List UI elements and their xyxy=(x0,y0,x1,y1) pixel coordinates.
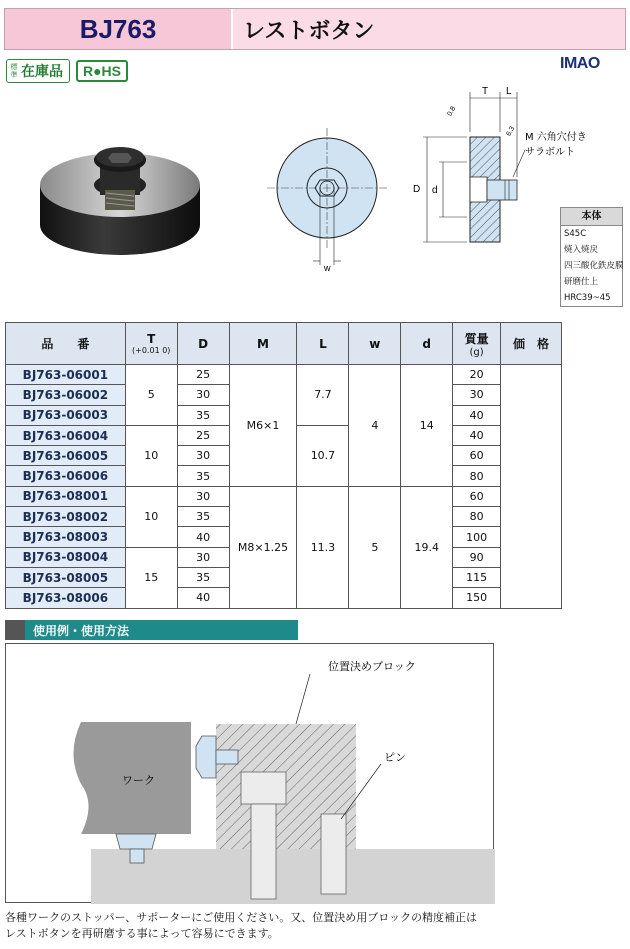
header-M: M xyxy=(229,323,297,365)
d-outer-cell: 30 xyxy=(177,446,229,466)
header-T: T (+0.01 0) xyxy=(125,323,177,365)
part-number-cell: BJ763-06001 xyxy=(6,365,126,385)
dimension-w-label: w xyxy=(324,263,331,273)
surface-roughness-2: 6.3 xyxy=(505,125,517,138)
dimension-L-label: L xyxy=(506,86,512,97)
l-cell: 11.3 xyxy=(297,486,349,608)
product-code: BJ763 xyxy=(5,9,233,49)
section-marker xyxy=(5,620,25,640)
part-number-cell: BJ763-06005 xyxy=(6,446,126,466)
product-photo xyxy=(30,105,210,265)
mass-cell: 60 xyxy=(453,486,501,506)
d-inner-cell: 19.4 xyxy=(401,486,453,608)
price-cell xyxy=(501,365,562,609)
mass-cell: 20 xyxy=(453,365,501,385)
part-number-cell: BJ763-06004 xyxy=(6,425,126,445)
material-spec-box xyxy=(560,207,623,307)
title-bar xyxy=(4,8,626,50)
mass-cell: 60 xyxy=(453,446,501,466)
part-number-cell: BJ763-08002 xyxy=(6,507,126,527)
table-row xyxy=(6,486,562,506)
header-L: L xyxy=(297,323,349,365)
usage-caption xyxy=(5,910,605,942)
standard-stock-badge xyxy=(6,59,70,83)
surface-roughness-1: 0.8 xyxy=(446,105,458,118)
d-outer-cell: 30 xyxy=(177,486,229,506)
part-number-cell: BJ763-06006 xyxy=(6,466,126,486)
d-outer-cell: 30 xyxy=(177,547,229,567)
mass-cell: 30 xyxy=(453,385,501,405)
d-inner-cell: 14 xyxy=(401,365,453,487)
d-outer-cell: 35 xyxy=(177,466,229,486)
dimension-d-label: d xyxy=(432,185,438,196)
material-line: 研磨仕上 xyxy=(564,277,599,287)
part-number-cell: BJ763-08005 xyxy=(6,567,126,587)
d-outer-cell: 35 xyxy=(177,405,229,425)
header-d: d xyxy=(401,323,453,365)
t-cell: 10 xyxy=(125,425,177,486)
d-outer-cell: 35 xyxy=(177,507,229,527)
bolt-label-line1: M 六角穴付き xyxy=(525,132,587,143)
mass-cell: 80 xyxy=(453,507,501,527)
material-line: S45C xyxy=(564,229,587,239)
header-mass: 質量 (g) xyxy=(453,323,501,365)
part-number-cell: BJ763-08003 xyxy=(6,527,126,547)
part-number-cell: BJ763-08001 xyxy=(6,486,126,506)
part-number-cell: BJ763-08006 xyxy=(6,588,126,608)
l-cell: 7.7 xyxy=(297,365,349,426)
w-cell: 4 xyxy=(349,365,401,487)
front-view-drawing xyxy=(265,125,400,280)
dimension-D-label: D xyxy=(413,184,421,195)
m-cell: M6×1 xyxy=(229,365,297,487)
t-cell: 10 xyxy=(125,486,177,547)
m-cell: M8×1.25 xyxy=(229,486,297,608)
brand-logo: IMAO xyxy=(560,55,600,72)
material-heading: 本体 xyxy=(561,208,622,226)
part-number-cell: BJ763-08004 xyxy=(6,547,126,567)
mass-cell: 80 xyxy=(453,466,501,486)
header-w: w xyxy=(349,323,401,365)
caption-line: 各種ワークのストッパー、サポーターにご使用ください。又、位置決め用ブロックの精度補正は xyxy=(5,911,478,924)
block-label: 位置決めブロック xyxy=(328,660,416,673)
t-cell: 5 xyxy=(125,365,177,426)
t-cell: 15 xyxy=(125,547,177,608)
stock-label: 在庫品 xyxy=(21,64,63,80)
material-line: 四三酸化鉄皮膜 xyxy=(564,261,624,271)
mass-cell: 40 xyxy=(453,405,501,425)
material-line: HRC39~45 xyxy=(564,293,611,303)
header-part-number: 品 番 xyxy=(6,323,126,365)
usage-title: 使用例・使用方法 xyxy=(33,623,130,638)
dimension-T-label: T xyxy=(482,86,489,97)
mass-cell: 40 xyxy=(453,425,501,445)
d-outer-cell: 35 xyxy=(177,567,229,587)
usage-illustration xyxy=(5,643,494,903)
d-outer-cell: 40 xyxy=(177,588,229,608)
part-number-cell: BJ763-06002 xyxy=(6,385,126,405)
w-cell: 5 xyxy=(349,486,401,608)
standard-label: 標準 xyxy=(10,63,18,79)
rohs-badge: R●HS xyxy=(76,60,128,82)
d-outer-cell: 30 xyxy=(177,385,229,405)
bolt-label-line2: サラボルト xyxy=(525,147,575,158)
work-label: ワーク xyxy=(122,774,155,787)
d-outer-cell: 25 xyxy=(177,365,229,385)
usage-drawing xyxy=(6,644,495,904)
table-row xyxy=(6,365,562,385)
d-outer-cell: 40 xyxy=(177,527,229,547)
d-outer-cell: 25 xyxy=(177,425,229,445)
mass-cell: 150 xyxy=(453,588,501,608)
mass-cell: 90 xyxy=(453,547,501,567)
product-name: レストボタン xyxy=(233,9,625,49)
l-cell: 10.7 xyxy=(297,425,349,486)
header-D: D xyxy=(177,323,229,365)
usage-section-header xyxy=(5,620,298,640)
mass-cell: 115 xyxy=(453,567,501,587)
part-number-cell: BJ763-06003 xyxy=(6,405,126,425)
material-line: 焼入焼戻 xyxy=(564,245,599,255)
mass-cell: 100 xyxy=(453,527,501,547)
caption-line: レストボタンを再研磨する事によって容易にできます。 xyxy=(5,927,279,940)
spec-table xyxy=(5,322,562,609)
header-price: 価 格 xyxy=(501,323,562,365)
pin-label: ピン xyxy=(384,751,406,764)
